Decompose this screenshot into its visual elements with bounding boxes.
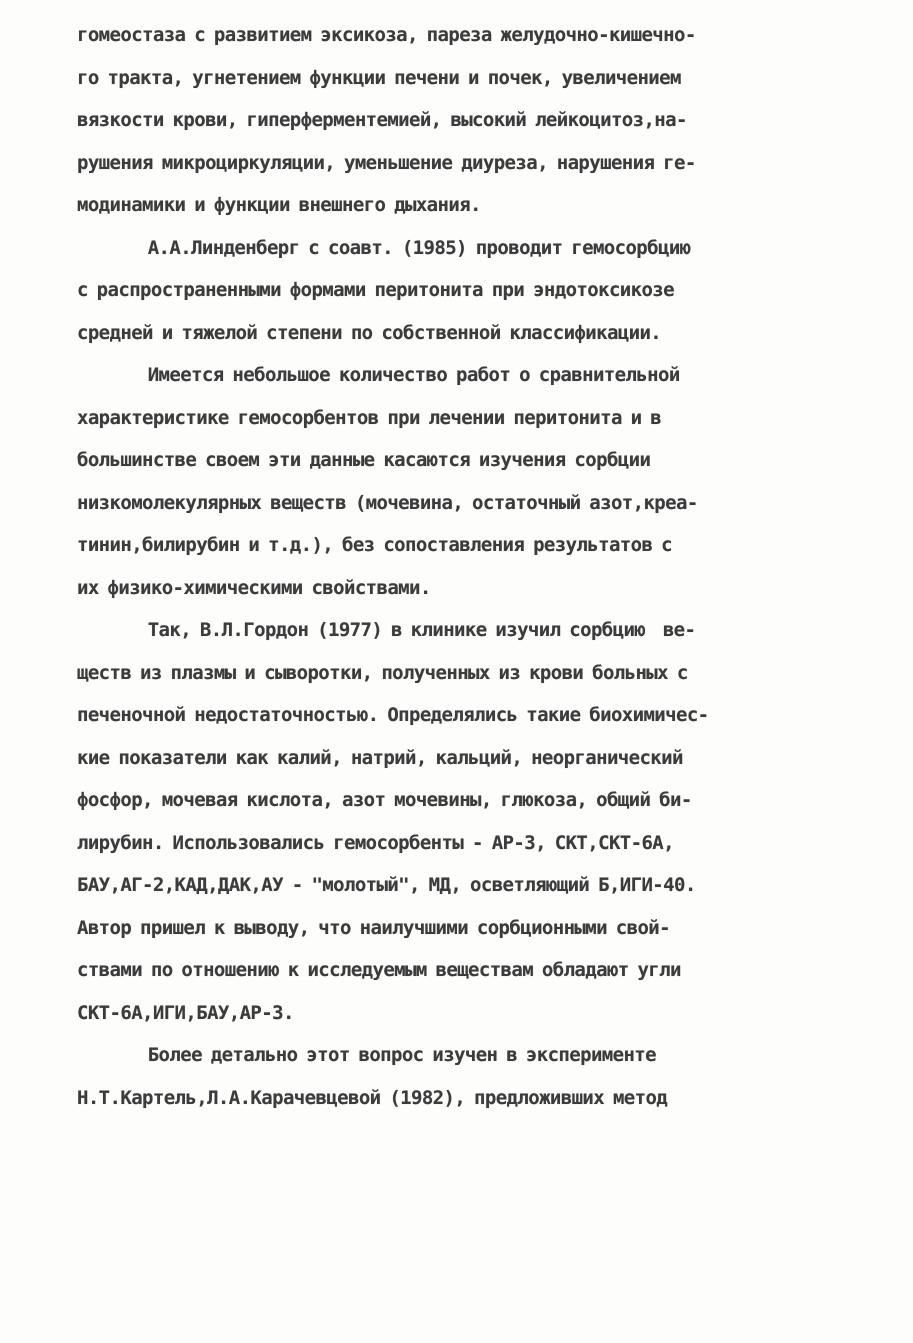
text-line: лирубин. Использовались гемосорбенты - АР-3, СКТ,СКТ-6А, bbox=[77, 831, 674, 854]
document-text bbox=[77, 14, 837, 1119]
text-line: Автор пришел к выводу, что наилучшими сорбционными свой- bbox=[77, 916, 670, 939]
text-line: Более детально этот вопрос изучен в эксперименте bbox=[77, 1044, 656, 1066]
text-line: Так, В.Л.Гордон (1977) в клинике изучил сорбцию ве- bbox=[77, 619, 696, 641]
text-line: СКТ-6А,ИГИ,БАУ,АР-3. bbox=[77, 1001, 294, 1024]
text-line: с распространенными формами перитонита при эндотоксикозе bbox=[77, 279, 674, 301]
text-line: БАУ,АГ-2,КАД,ДАК,АУ - "молотый", МД, осветляющий Б,ИГИ-40. bbox=[77, 874, 696, 896]
text-line: низкомолекулярных веществ (мочевина, остаточный азот,креа- bbox=[77, 491, 698, 514]
text-line: их физико-химическими свойствами. bbox=[77, 576, 431, 599]
text-line: модинамики и функции внешнего дыхания. bbox=[77, 194, 481, 216]
text-line: Имеется небольшое количество работ о сравнительной bbox=[77, 364, 680, 386]
text-line: фосфор, мочевая кислота, азот мочевины, глюкоза, общий би- bbox=[77, 789, 692, 811]
text-line: печеночной недостаточностью. Определялись такие биохимичес- bbox=[77, 704, 709, 726]
text-line: вязкости крови, гиперферментемией, высокий лейкоцитоз,на- bbox=[77, 109, 687, 131]
text-line: ствами по отношению к исследуемым веществам обладают угли bbox=[77, 959, 681, 981]
text-line: средней и тяжелой степени по собственной классификации. bbox=[77, 321, 662, 344]
text-line: характеристике гемосорбентов при лечении перитонита и в bbox=[77, 406, 662, 429]
text-line: Н.Т.Картель,Л.А.Карачевцевой (1982), предложивших метод bbox=[77, 1086, 668, 1109]
text-line: ществ из плазмы и сыворотки, полученных из крови больных с bbox=[77, 661, 688, 684]
text-line: А.А.Линденберг с соавт. (1985) проводит гемосорбцию bbox=[77, 236, 691, 259]
text-line: гомеостаза с развитием эксикоза, пареза желудочно-кишечно- bbox=[77, 24, 696, 46]
text-line: рушения микроциркуляции, уменьшение диуреза, нарушения ге- bbox=[77, 151, 696, 174]
text-line: кие показатели как калий, натрий, кальций, неорганический bbox=[77, 746, 683, 769]
text-line: большинстве своем эти данные касаются изучения сорбции bbox=[77, 449, 651, 471]
text-line: тинин,билирубин и т.д.), без сопоставления результатов с bbox=[77, 534, 672, 556]
text-line: го тракта, угнетением функции печени и почек, увеличением bbox=[77, 66, 681, 89]
